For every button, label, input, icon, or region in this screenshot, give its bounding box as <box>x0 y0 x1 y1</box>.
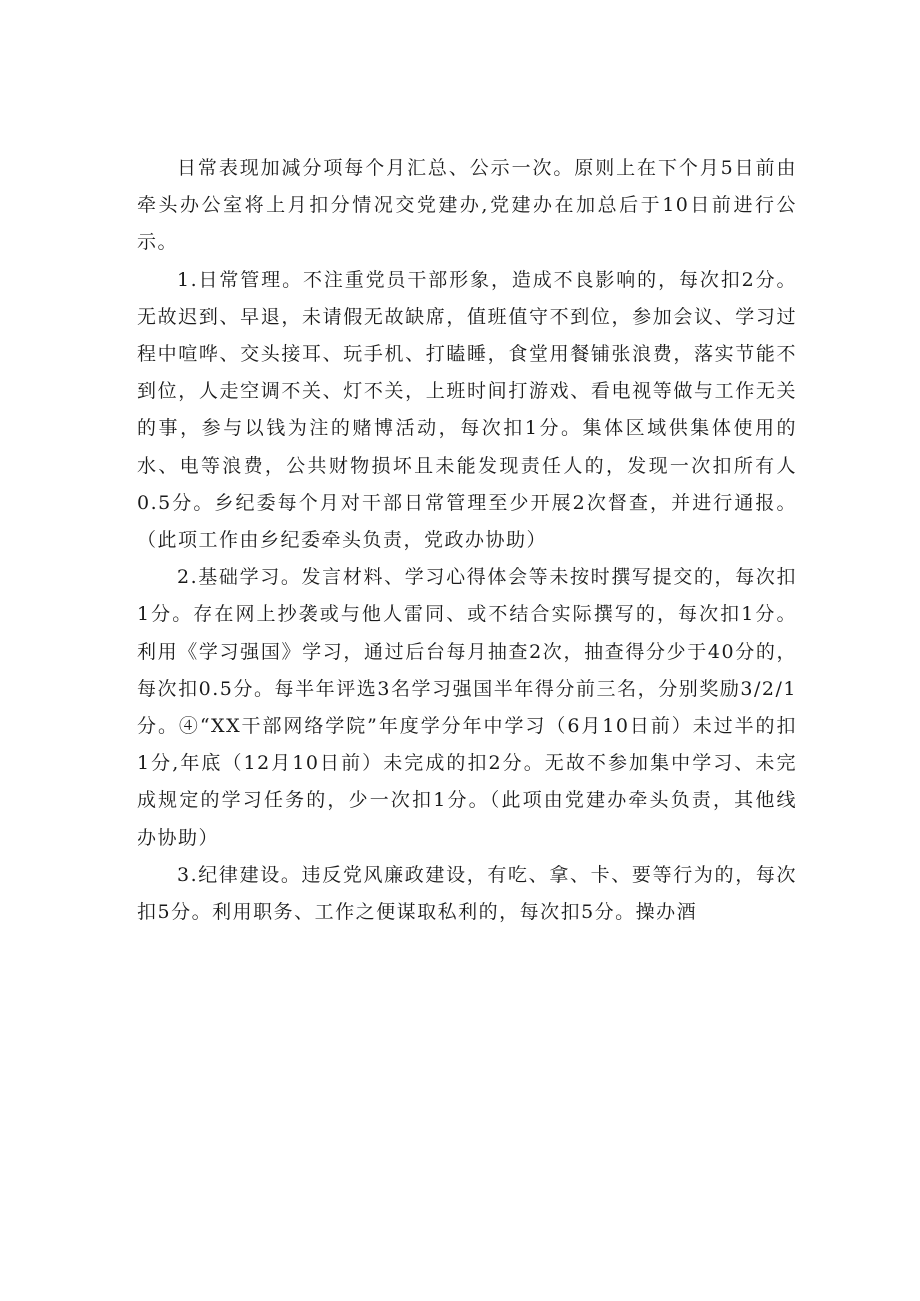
paragraph-basic-study: 2.基础学习。发言材料、学习心得体会等未按时撰写提交的，每次扣1分。存在网上抄袭或与他人雷同、或不结合实际撰写的，每次扣1分。利用《学习强国》学习，通过后台每月抽查2次，抽查得分少于40分的，每次扣0.5分。每半年评选3名学习强国半年得分前三名，分别奖励3/2/1分。④“XX干部网络学院”年度学分年中学习（6月10日前）未过半的扣1分,年底（12月10日前）未完成的扣2分。无故不参加集中学习、未完成规定的学习任务的，少一次扣1分。（此项由党建办牵头负责，其他线办协助） <box>137 566 797 849</box>
paragraph-daily-management: 1.日常管理。不注重党员干部形象，造成不良影响的，每次扣2分。无故迟到、早退，未请假无故缺席，值班值守不到位，参加会议、学习过程中喧哗、交头接耳、玩手机、打瞌睡，食堂用餐铺张浪费，落实节能不到位，人走空调不关、灯不关，上班时间打游戏、看电视等做与工作无关的事，参与以钱为注的赌博活动，每次扣1分。集体区域供集体使用的水、电等浪费，公共财物损坏且未能发现责任人的，发现一次扣所有人0.5分。乡纪委每个月对干部日常管理至少开展2次督查，并进行通报。（此项工作由乡纪委牵头负责，党政办协助） <box>137 268 797 552</box>
document-body <box>137 150 797 931</box>
paragraph-summary-rule: 日常表现加减分项每个月汇总、公示一次。原则上在下个月5日前由牵头办公室将上月扣分情况交党建办,党建办在加总后于10日前进行公示。 <box>137 157 797 254</box>
paragraph-discipline: 3.纪律建设。违反党风廉政建设，有吃、拿、卡、要等行为的，每次扣5分。利用职务、工作之便谋取私利的，每次扣5分。操办酒 <box>137 863 797 924</box>
